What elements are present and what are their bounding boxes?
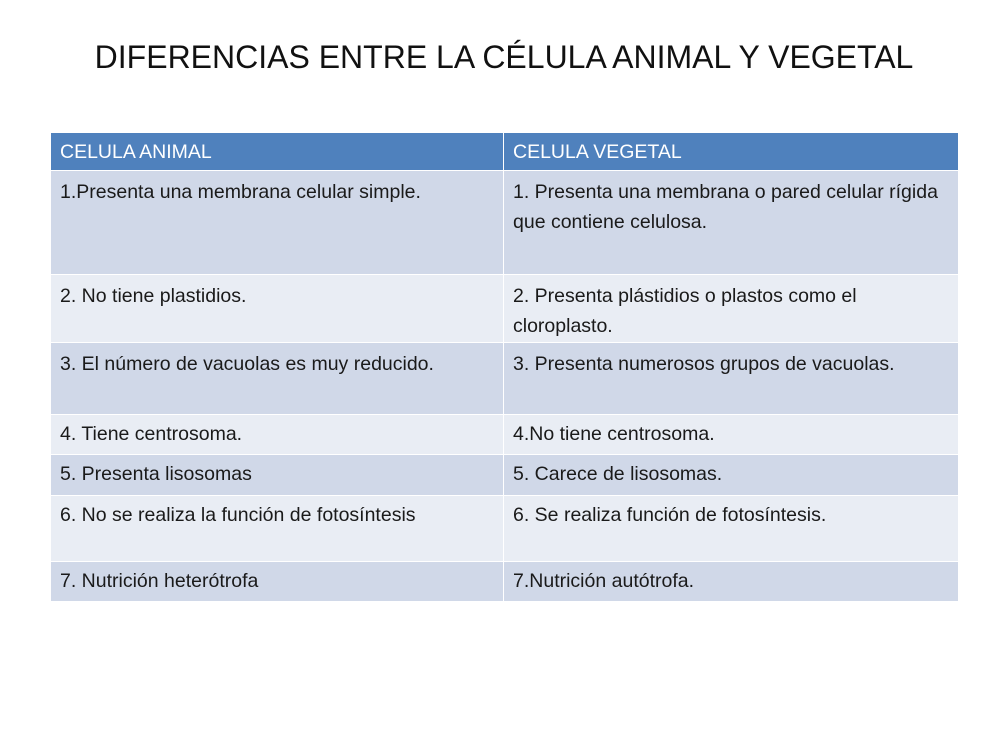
header-plant-cell: CELULA VEGETAL [504, 133, 959, 171]
table-row [51, 171, 959, 275]
plant-cell: 6. Se realiza función de fotosíntesis. [504, 496, 959, 562]
plant-cell: 3. Presenta numerosos grupos de vacuolas. [504, 343, 959, 415]
animal-cell: 6. No se realiza la función de fotosíntesis [51, 496, 504, 562]
animal-cell: 5. Presenta lisosomas [51, 455, 504, 496]
plant-cell: 2. Presenta plástidios o plastos como el cloroplasto. [504, 275, 959, 343]
plant-cell: 5. Carece de lisosomas. [504, 455, 959, 496]
table-row [51, 455, 959, 496]
table-row [51, 275, 959, 343]
animal-cell: 2. No tiene plastidios. [51, 275, 504, 343]
animal-cell: 4. Tiene centrosoma. [51, 415, 504, 455]
plant-cell: 4.No tiene centrosoma. [504, 415, 959, 455]
table-header-row [51, 133, 959, 171]
comparison-table [50, 132, 959, 602]
slide-title: DIFERENCIAS ENTRE LA CÉLULA ANIMAL Y VEGETAL [94, 39, 914, 75]
plant-cell: 7.Nutrición autótrofa. [504, 562, 959, 602]
table-row [51, 496, 959, 562]
animal-cell: 1.Presenta una membrana celular simple. [51, 171, 504, 275]
animal-cell: 3. El número de vacuolas es muy reducido. [51, 343, 504, 415]
plant-cell: 1. Presenta una membrana o pared celular rígida que contiene celulosa. [504, 171, 959, 275]
table-row [51, 343, 959, 415]
table-row [51, 562, 959, 602]
header-animal-cell: CELULA ANIMAL [51, 133, 504, 171]
animal-cell: 7. Nutrición heterótrofa [51, 562, 504, 602]
table-row [51, 415, 959, 455]
